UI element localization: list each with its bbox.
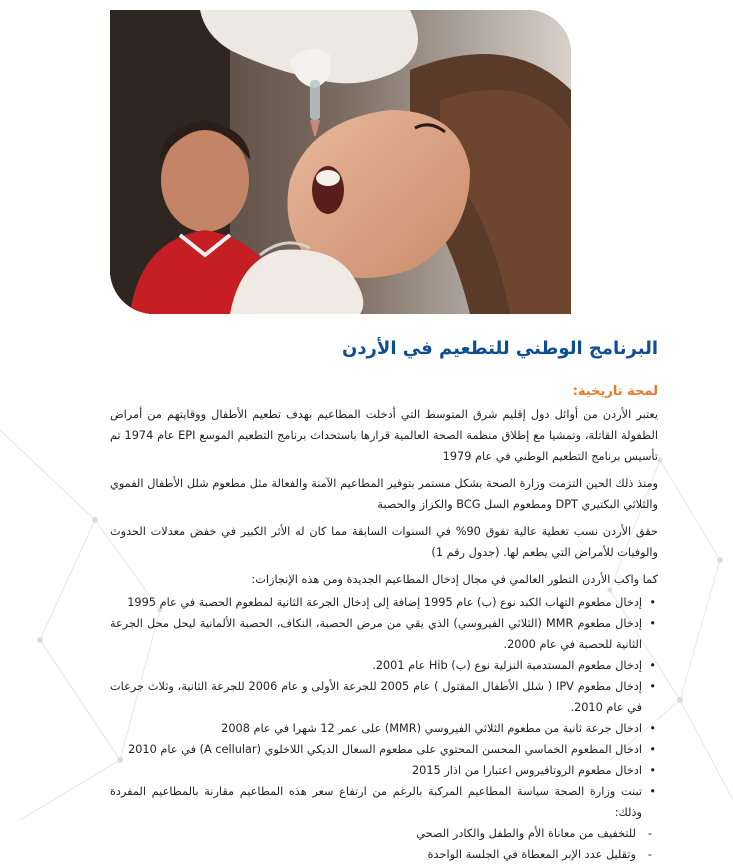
document-body: [110, 336, 658, 865]
list-item: • إدخال مطعوم التهاب الكبد نوع (ب) عام 1995 إضافة إلى إدخال الجرعة الثانية لمطعوم الحصبة في عام 1995: [110, 592, 642, 613]
list-item: • ادخال المطعوم الخماسي المحسن المحتوي على مطعوم السعال الديكي اللاخلوي (A cellular) في عام 2010: [110, 739, 642, 760]
list-item: • تبنت وزارة الصحة سياسة المطاعيم المركبة بالرغم من ارتفاع سعر هذه المطاعيم مقارنة بالمطاعيم المفردة وذلك:: [110, 781, 642, 823]
section-subtitle: لمحة تاريخية:: [572, 384, 658, 399]
achievements-list: [110, 592, 658, 823]
paragraph-vaccines: ومنذ ذلك الحين التزمت وزارة الصحة بشكل مستمر بتوفير المطاعيم الآمنة والفعالة مثل مطعوم شلل الأطفال الفموي والثلاثي البكتيري DPT ومطعوم السل BCG والكزاز والحصبة: [110, 477, 658, 511]
paragraph-coverage: حقق الأردن نسب تغطية عالية تفوق 90% في السنوات السابقة مما كان له الأثر الكبير في خفض معدلات الحدوث والوفيات للأمراض التي يطعم لها. (جدول رقم 1): [110, 525, 658, 559]
list-item: - وتقليل عدد الإبر المعطاة في الجلسة الواحدة: [110, 844, 636, 865]
list-item: • ادخال مطعوم الروتافيروس اعتبارا من اذار 2015: [110, 760, 642, 781]
paragraph-achievements-intro: كما واكب الأردن التطور العالمي في مجال إدخال المطاعيم الجديدة ومن هذه الإنجازات:: [251, 573, 658, 586]
list-item: • إدخال مطعوم المستدمية النزلية نوع (ب) Hib عام 2001.: [110, 655, 642, 676]
list-item: • ادخال جرعة ثانية من مطعوم الثلاثي الفيروسي (MMR) على عمر 12 شهرا في عام 2008: [110, 718, 642, 739]
list-item: • إدخال مطعوم MMR (الثلاثي الفيروسي) الذي يقي من مرض الحصبة، النكاف، الحصبة الألمانية ليحل محل الجرعة الثانية للحصبة في عام 2000.: [110, 613, 642, 655]
reasons-list: [110, 823, 658, 865]
list-item: - للتخفيف من معاناة الأم والطفل والكادر الصحي: [110, 823, 636, 844]
list-item: • إدخال مطعوم IPV ( شلل الأطفال المقتول ) عام 2005 للجرعة الأولى و عام 2006 للجرعة الثانية، وثلاث جرعات في عام 2010.: [110, 676, 642, 718]
vaccination-photo: [110, 10, 571, 314]
page-title: البرنامج الوطني للتطعيم في الأردن: [341, 338, 658, 359]
paragraph-intro: يعتبر الأردن من أوائل دول إقليم شرق المتوسط التي أدخلت المطاعيم بهدف تطعيم الأطفال ووقايتهم من أمراض الطفولة القاتلة، وتمشيا مع إطلاق منظمة الصحة العالمية قرارها باستحداث برنامج التطعيم الموسع EPI عام 1974 تم تأسيس برنامج التطعيم الوطني في عام 1979: [110, 408, 658, 463]
